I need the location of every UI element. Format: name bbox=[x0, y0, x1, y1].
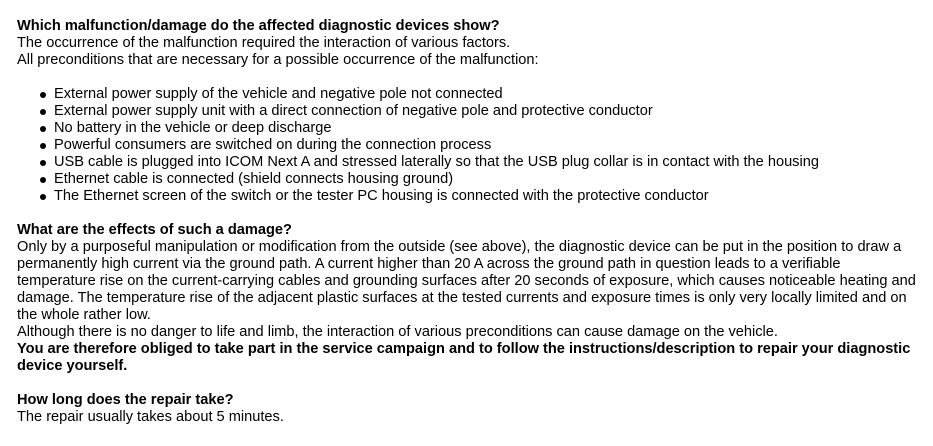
bullet-icon bbox=[40, 194, 46, 200]
list-item: External power supply unit with a direct connection of negative pole and protective conductor bbox=[17, 103, 917, 120]
bullet-icon bbox=[40, 126, 46, 132]
section-heading-repair-time: How long does the repair take? bbox=[17, 392, 234, 408]
bullet-icon bbox=[40, 177, 46, 183]
spacer bbox=[17, 69, 917, 86]
bullet-icon bbox=[40, 143, 46, 149]
intro-text: The occurrence of the malfunction required the interaction of various factors. bbox=[17, 35, 511, 51]
section-heading-effects: What are the effects of such a damage? bbox=[17, 222, 292, 238]
list-item: External power supply of the vehicle and negative pole not connected bbox=[17, 86, 917, 103]
effects-paragraph: Only by a purposeful manipulation or modification from the outside (see above), the diagnostic device can be put in the position to draw a permanently high current via the ground path. A current higher than 20 A across the ground path in question leads to a verifiable temperature rise on the current-carrying cables and grounding surfaces after 20 seconds of exposure, which causes noticeable heating and damage. The temperature rise of the adjacent plastic surfaces at the tested currents and exposure times is only very locally limited and on the whole rather low. bbox=[17, 239, 916, 323]
repair-time-text: The repair usually takes about 5 minutes. bbox=[17, 409, 284, 425]
bullet-icon bbox=[40, 92, 46, 98]
preconditions-list bbox=[17, 86, 917, 205]
list-item: Powerful consumers are switched on during the connection process bbox=[17, 137, 917, 154]
list-item: USB cable is plugged into ICOM Next A and stressed laterally so that the USB plug collar is in contact with the housing bbox=[17, 154, 917, 171]
service-campaign-notice: You are therefore obliged to take part in the service campaign and to follow the instructions/description to repair your diagnostic device yourself. bbox=[17, 341, 911, 374]
list-item: Ethernet cable is connected (shield connects housing ground) bbox=[17, 171, 917, 188]
bullet-icon bbox=[40, 109, 46, 115]
document-body bbox=[17, 18, 917, 426]
bullet-icon bbox=[40, 160, 46, 166]
section-heading-malfunction: Which malfunction/damage do the affected diagnostic devices show? bbox=[17, 18, 500, 34]
list-item: The Ethernet screen of the switch or the tester PC housing is connected with the protective conductor bbox=[17, 188, 917, 205]
list-item: No battery in the vehicle or deep discharge bbox=[17, 120, 917, 137]
spacer bbox=[17, 375, 917, 392]
spacer bbox=[17, 205, 917, 222]
vehicle-damage-note: Although there is no danger to life and limb, the interaction of various preconditions can cause damage on the vehicle. bbox=[17, 324, 778, 340]
preconditions-intro: All preconditions that are necessary for a possible occurrence of the malfunction: bbox=[17, 52, 539, 68]
